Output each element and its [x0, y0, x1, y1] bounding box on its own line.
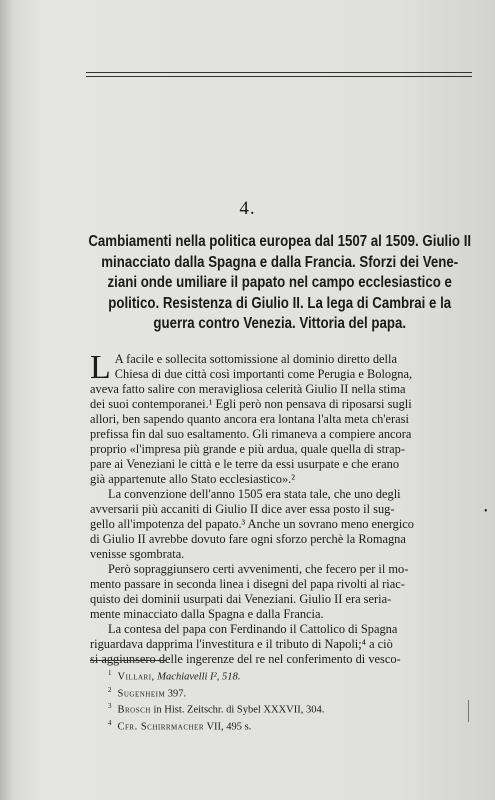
body-line: La contesa del papa con Ferdinando il Cattolico di Spagna: [108, 622, 398, 636]
footnote: [108, 684, 458, 701]
footnotes: [108, 667, 458, 733]
footnote-number: 4: [108, 718, 112, 727]
body-line: pare ai Veneziani le città e le terre da essi usurpate e che erano: [90, 457, 400, 471]
margin-bar: [468, 700, 469, 722]
footnote-rule: [90, 660, 166, 661]
body-line: proprio «l'impresa più grande e più ardua, quale quella di strap-: [90, 442, 405, 456]
body-line: venisse sgombrata.: [90, 547, 185, 561]
body-line: prefissa fin dal suo esaltamento. Gli rimaneva a compiere ancora: [90, 427, 412, 441]
body-line: La convenzione dell'anno 1505 era stata tale, che uno degli: [108, 487, 401, 501]
drop-cap: L: [90, 349, 111, 386]
footnote: [108, 667, 458, 684]
margin-dot: •: [484, 506, 488, 517]
footnote-author: Sugenheim: [117, 688, 166, 699]
body-line: riguardava dapprima l'investitura e il tributo di Napoli;⁴ a ciò: [90, 637, 393, 651]
body-line: quisto dei dominii usurpati dai Veneziani. Giulio II era seria-: [90, 592, 392, 606]
body-line: già appartenute allo Stato ecclesiastico».²: [90, 472, 295, 486]
body-line: si aggiunsero delle ingerenze del re nel conferimento di vesco-: [90, 652, 401, 666]
body-line: Però sopraggiunsero certi avvenimenti, che fecero per il mo-: [108, 562, 409, 576]
chapter-title: [84, 232, 475, 335]
footnote: [108, 717, 458, 734]
body-line: di Giulio II avrebbe dovuto fare ogni sforzo perchè la Romagna: [90, 532, 406, 546]
body-text: [90, 349, 472, 667]
footnote-number: 3: [108, 702, 112, 710]
footnote-text: VII, 495 s.: [206, 721, 252, 732]
footnote-number: 1: [108, 669, 112, 677]
body-line: aveva fatto salire con meravigliosa celerità Giulio II nella stima: [90, 382, 406, 396]
body-line: Chiesa di due città così importanti come Perugia e Bologna,: [114, 367, 413, 381]
chapter-title-line: minacciato dalla Spagna e dalla Francia. Sforzi dei Vene-: [101, 253, 459, 271]
body-line: avversarii più accaniti di Giulio II dice aver essa posto il sug-: [90, 502, 395, 516]
footnote-number: 2: [108, 685, 112, 694]
footnote-author: Cfr. Schirrmacher: [117, 721, 204, 732]
footnote-author: Brosch: [117, 704, 151, 716]
chapter-title-line: guerra contro Venezia. Vittoria del papa.: [153, 315, 407, 332]
chapter-number: 4.: [239, 198, 256, 219]
body-line: mento passare in seconda linea i disegni del papa rivolti al riac-: [90, 577, 405, 591]
chapter-title-line: politico. Resistenza di Giulio II. La lega di Cambrai e la: [108, 294, 452, 312]
body-line: allori, ben sapendo quanto ancora era lontana l'alta meta ch'erasi: [90, 412, 409, 426]
header-rule-bottom: [86, 76, 472, 77]
header-rule-top: [86, 72, 472, 73]
body-line: gello all'impotenza del papato.³ Anche un sovrano meno energico: [90, 517, 414, 531]
body-line: dei suoi contemporanei.¹ Egli però non pensava di riposarsi sugli: [90, 397, 412, 411]
chapter-title-line: ziani onde umiliare il papato nel campo ecclesiastico e: [107, 274, 452, 291]
body-line: A facile e sollecita sottomissione al dominio diretto della: [114, 352, 397, 366]
footnote: [108, 700, 458, 717]
footnote-author: Villari,: [117, 671, 155, 683]
chapter-title-line: Cambiamenti nella politica europea dal 1507 al 1509. Giulio II: [88, 233, 472, 250]
footnote-text: Machiavelli I², 518.: [157, 671, 241, 683]
body-line: mente minacciato dalla Spagna e dalla Francia.: [90, 607, 324, 621]
footnote-text: 397.: [167, 688, 187, 699]
footnote-text: in Hist. Zeitschr. di Sybel XXXVII, 304.: [153, 704, 325, 716]
